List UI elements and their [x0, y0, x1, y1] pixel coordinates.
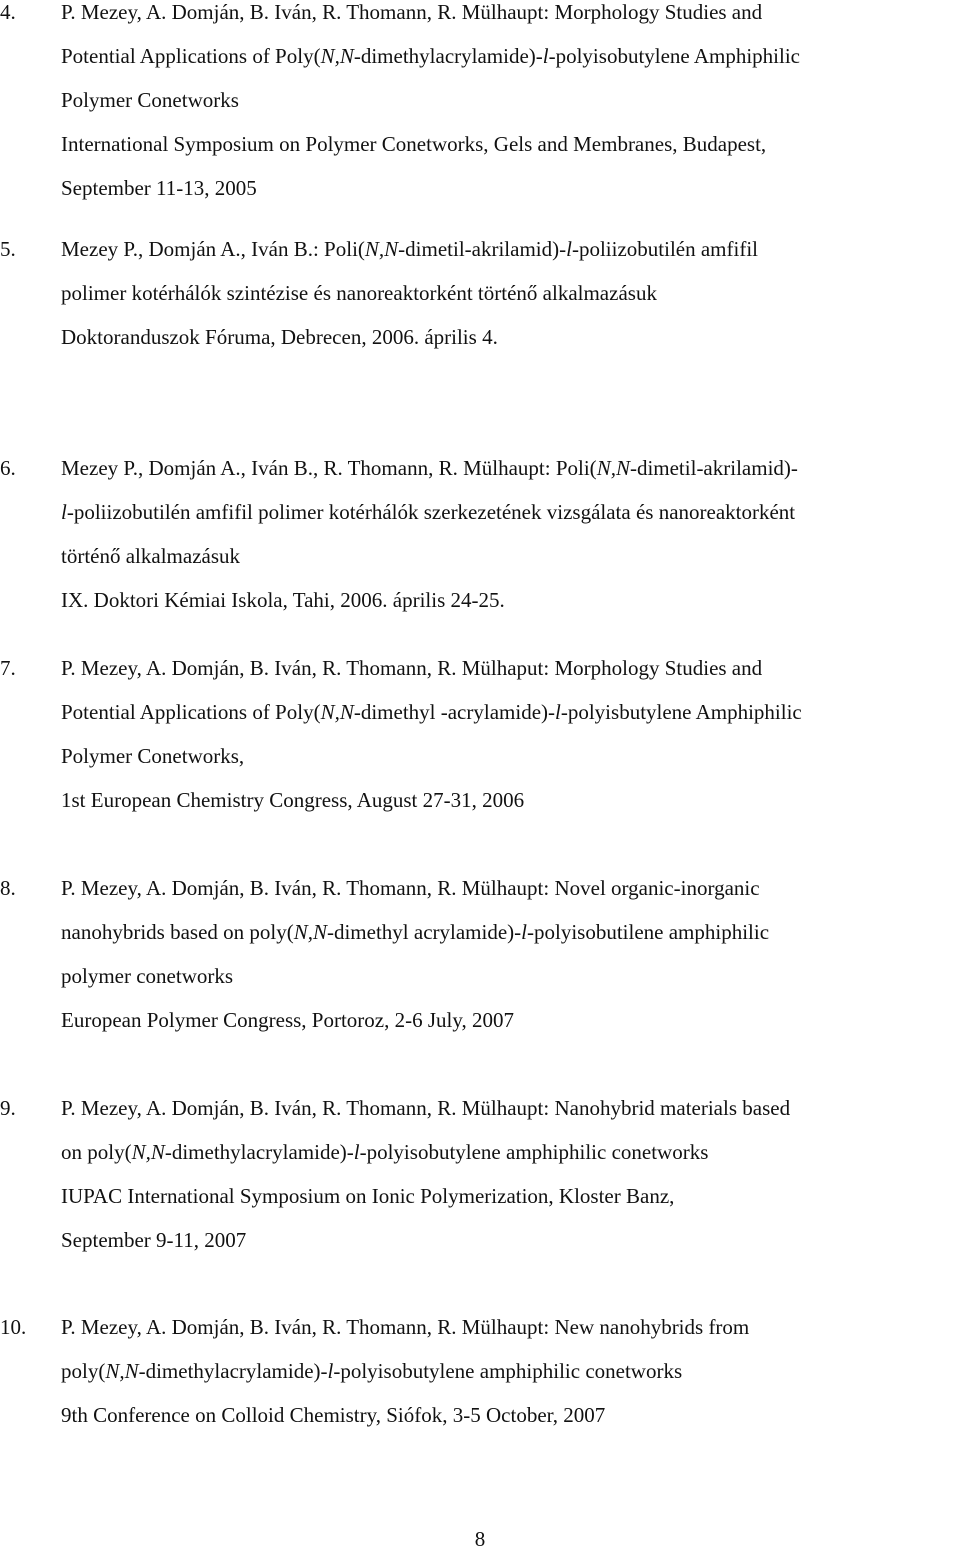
entry-line: Polymer Conetworks [61, 88, 239, 112]
entry-line: Potential Applications of Poly(N,N-dimethyl -acrylamide)-l-polyisbutylene Amphiphilic [61, 700, 802, 724]
entry-line: on poly(N,N-dimethylacrylamide)-l-polyisobutylene amphiphilic conetworks [61, 1140, 709, 1164]
entry-line: Doktoranduszok Fóruma, Debrecen, 2006. április 4. [61, 325, 498, 349]
entry-line: történő alkalmazásuk [61, 544, 241, 568]
entry-number: 5. [0, 237, 16, 261]
entry-number: 10. [0, 1315, 27, 1339]
entry-line: polymer conetworks [61, 964, 234, 988]
entry-line: Potential Applications of Poly(N,N-dimethylacrylamide)-l-polyisobutylene Amphiphilic [61, 44, 801, 68]
entry-line: nanohybrids based on poly(N,N-dimethyl acrylamide)-l-polyisobutilene amphiphilic [61, 920, 770, 944]
entry-line: poly(N,N-dimethylacrylamide)-l-polyisobutylene amphiphilic conetworks [61, 1359, 683, 1383]
entry-number: 4. [0, 0, 16, 24]
entry-line: P. Mezey, A. Domján, B. Iván, R. Thomann, R. Mülhaupt: Nanohybrid materials based [61, 1096, 791, 1120]
entry-number: 9. [0, 1096, 16, 1120]
entry-line: IX. Doktori Kémiai Iskola, Tahi, 2006. április 24-25. [61, 588, 505, 612]
entry-number: 8. [0, 876, 16, 900]
entry-line: l-poliizobutilén amfifil polimer kotérhálók szerkezetének vizsgálata és nanoreaktorként [61, 500, 796, 524]
entry-number: 7. [0, 656, 16, 680]
entry-line: P. Mezey, A. Domján, B. Iván, R. Thomann, R. Mülhaupt: Novel organic-inorganic [61, 876, 760, 900]
entry-line: P. Mezey, A. Domján, B. Iván, R. Thomann, R. Mülhaupt: New nanohybrids from [61, 1315, 750, 1339]
entry-line: International Symposium on Polymer Conetworks, Gels and Membranes, Budapest, [61, 132, 767, 156]
entry-line: IUPAC International Symposium on Ionic Polymerization, Kloster Banz, [61, 1184, 675, 1208]
page-number: 8 [474, 1527, 486, 1551]
entry-line: polimer kotérhálók szintézise és nanoreaktorként történő alkalmazásuk [61, 281, 657, 305]
entry-line: P. Mezey, A. Domján, B. Iván, R. Thomann, R. Mülhaupt: Morphology Studies and [61, 0, 763, 24]
entry-line: 1st European Chemistry Congress, August 27-31, 2006 [61, 788, 525, 812]
entry-number: 6. [0, 456, 16, 480]
entry-line: Mezey P., Domján A., Iván B.: Poli(N,N-dimetil-akrilamid)-l-poliizobutilén amfifil [61, 237, 759, 261]
entry-line: European Polymer Congress, Portoroz, 2-6 July, 2007 [61, 1008, 514, 1032]
entry-line: September 11-13, 2005 [61, 176, 257, 200]
entry-line: Polymer Conetworks, [61, 744, 245, 768]
entry-line: September 9-11, 2007 [61, 1228, 247, 1252]
entry-line: P. Mezey, A. Domján, B. Iván, R. Thomann, R. Mülhaput: Morphology Studies and [61, 656, 763, 680]
entry-line: 9th Conference on Colloid Chemistry, Siófok, 3-5 October, 2007 [61, 1403, 606, 1427]
entry-line: Mezey P., Domján A., Iván B., R. Thomann, R. Mülhaupt: Poli(N,N-dimetil-akrilamid)- [61, 456, 798, 480]
